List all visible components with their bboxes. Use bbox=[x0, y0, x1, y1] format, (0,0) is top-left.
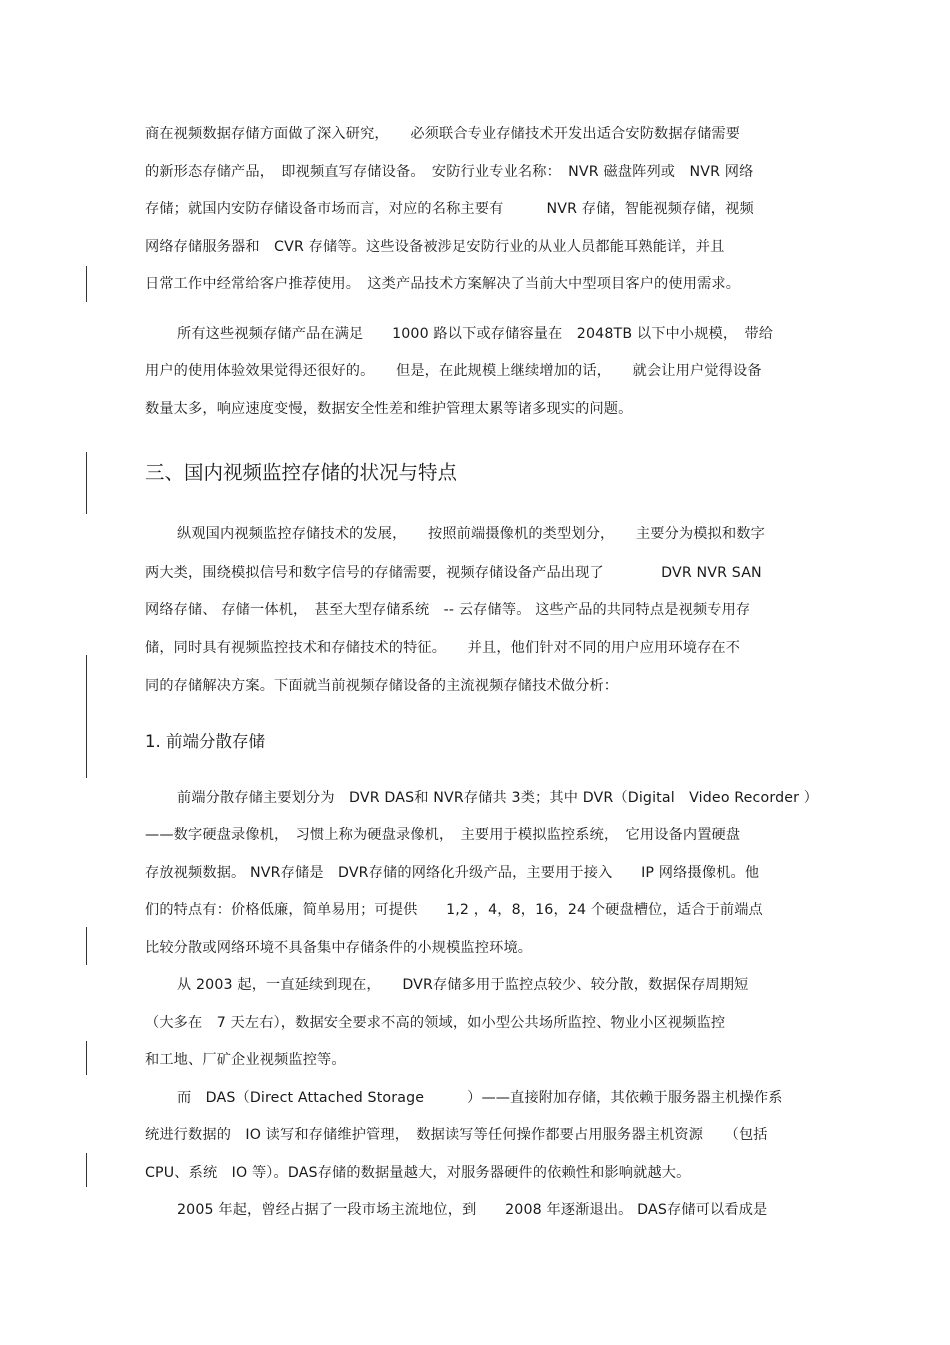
body-text-line: ——数字硬盘录像机， 习惯上称为硬盘录像机， 主要用于模拟监控系统， 它用设备内置硬盘 bbox=[145, 827, 741, 843]
body-text-line: 网络存储、 存储一体机， 甚至大型存储系统 -- 云存储等。 这些产品的共同特点是视频专用存 bbox=[145, 602, 751, 618]
margin-change-bar bbox=[86, 452, 87, 514]
margin-change-bar bbox=[86, 266, 87, 302]
body-text-line: 存储；就国内安防存储设备市场而言，对应的名称主要有 NVR 存储，智能视频存储，视频 bbox=[145, 201, 754, 217]
body-text-line: 和工地、厂矿企业视频监控等。 bbox=[145, 1052, 346, 1068]
margin-change-bar bbox=[86, 927, 87, 965]
body-text-line: 所有这些视频存储产品在满足 1000 路以下或存储容量在 2048TB 以下中小规模， 带给 bbox=[177, 326, 774, 342]
body-text-line: 用户的使用体验效果觉得还很好的。 但是，在此规模上继续增加的话， 就会让用户觉得设备 bbox=[145, 363, 762, 379]
body-text-line: CPU、系统 IO 等）。DAS存储的数据量越大，对服务器硬件的依赖性和影响就越大。 bbox=[145, 1165, 691, 1181]
body-text-line: 存放视频数据。 NVR存储是 DVR存储的网络化升级产品，主要用于接入 IP 网络摄像机。他 bbox=[145, 865, 760, 881]
body-text-line: 两大类，围绕模拟信号和数字信号的存储需要，视频存储设备产品出现了 DVR NVR SAN bbox=[145, 565, 762, 581]
body-text-line: 数量太多，响应速度变慢，数据安全性差和维护管理太累等诸多现实的问题。 bbox=[145, 401, 633, 417]
body-text-line: 而 DAS（Direct Attached Storage ）——直接附加存储，其依赖于服务器主机操作系 bbox=[177, 1090, 783, 1106]
body-text-line: 们的特点有：价格低廉，简单易用；可提供 1,2 ，4，8，16，24 个硬盘槽位，适合于前端点 bbox=[145, 902, 763, 918]
body-text-line: 的新形态存储产品， 即视频直写存储设备。 安防行业专业名称： NVR 磁盘阵列或 NVR 网络 bbox=[145, 164, 754, 180]
body-text-line: 统进行数据的 IO 读写和存储维护管理， 数据读写等任何操作都要占用服务器主机资源 （包括 bbox=[145, 1127, 768, 1143]
body-text-line: 2005 年起，曾经占据了一段市场主流地位，到 2008 年逐渐退出。 DAS存储可以看成是 bbox=[177, 1202, 768, 1218]
body-text-line: 比较分散或网络环境不具备集中存储条件的小规模监控环境。 bbox=[145, 940, 533, 956]
margin-change-bar bbox=[86, 1041, 87, 1075]
body-text-line: 商在视频数据存储方面做了深入研究， 必须联合专业存储技术开发出适合安防数据存储需要 bbox=[145, 126, 741, 142]
body-text-line: （大多在 7 天左右），数据安全要求不高的领域，如小型公共场所监控、物业小区视频监控 bbox=[145, 1015, 726, 1031]
body-text-line: 网络存储服务器和 CVR 存储等。这些设备被涉足安防行业的从业人员都能耳熟能详，并且 bbox=[145, 239, 725, 255]
body-text-line: 同的存储解决方案。下面就当前视频存储设备的主流视频存储技术做分析： bbox=[145, 678, 619, 694]
body-text-line: 从 2003 起，一直延续到现在， DVR存储多用于监控点较少、较分散，数据保存周期短 bbox=[177, 977, 749, 993]
body-text-line: 储，同时具有视频监控技术和存储技术的特征。 并且，他们针对不同的用户应用环境存在不 bbox=[145, 640, 741, 656]
body-text-line: 日常工作中经常给客户推荐使用。 这类产品技术方案解决了当前大中型项目客户的使用需求。 bbox=[145, 276, 741, 292]
section-heading: 三、国内视频监控存储的状况与特点 bbox=[145, 461, 458, 484]
margin-change-bar bbox=[86, 1153, 87, 1187]
body-text-line: 纵观国内视频监控存储技术的发展， 按照前端摄像机的类型划分， 主要分为模拟和数字 bbox=[177, 526, 765, 542]
body-text-line: 前端分散存储主要划分为 DVR DAS和 NVR存储共 3类；其中 DVR（Digital Video Recorder ） bbox=[177, 790, 819, 806]
subsection-heading: 1. 前端分散存储 bbox=[145, 732, 265, 751]
margin-change-bar bbox=[86, 655, 87, 778]
